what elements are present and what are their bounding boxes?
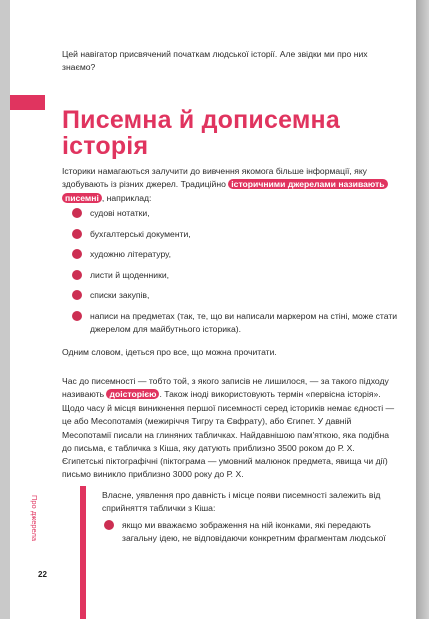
list-item: [72, 228, 402, 241]
list-item: [72, 207, 402, 220]
bullet-dot-icon: [72, 290, 82, 300]
page-number: 22: [38, 570, 47, 579]
list-item: [104, 519, 404, 546]
list-item: [72, 289, 402, 302]
paragraph-prehistory: [62, 375, 397, 402]
bullet-dot-icon: [72, 208, 82, 218]
bullet-dot-icon: [72, 229, 82, 239]
bullet-dot-icon: [72, 249, 82, 259]
list-item-text: написи на предметах (так, те, що ви написали маркером на стіні, може стати джерелом для майбутнього історика).: [90, 310, 398, 334]
paragraph-sources: [62, 165, 397, 205]
list-item-text: художню літературу,: [90, 249, 171, 260]
bullet-dot-icon: [72, 311, 82, 321]
list-item-text: якщо ми вважаємо зображення на ній іконками, які передають загальну ідею, не відповідаючи конкретним фрагментам людської: [122, 520, 386, 544]
quote-text: Власне, уявлення про давність і місце появи писемності залежить від сприйняття таблички з Кіша:: [102, 490, 381, 514]
title-accent-bar: [10, 95, 45, 110]
section-title: Писемна й дописемна історія: [62, 105, 340, 160]
paragraph-origin-of-writing: Щодо часу й місця виникнення першої писемності серед істориків немає єдності — це або Месопотамія (межиріччя Тигру та Євфрату), або Єгипет. У давній Месопотамії писали на глиняних табличках. Найдавнішою пам'яткою, яка подібна до письма, є табличка з Кіша, яку датують приблизно 3500 роком до Р. Х. Єгипетські піктографічні (піктограма — умовний малюнок предмета, явища чи дії) письмо виникло приблизно 3000 року до Р. Х.: [62, 403, 395, 480]
quote-list: [104, 519, 404, 546]
list-item: [72, 248, 402, 261]
sources-list: [72, 207, 402, 344]
highlight-prehistory: доісторією: [106, 389, 159, 399]
para3-text-start: Час до писемності — тобто той, з якого записів не лишилося, — за такого підходу називають: [62, 376, 389, 400]
bullet-dot-icon: [104, 520, 114, 530]
list-item-text: листи й щоденники,: [90, 269, 170, 280]
paragraph-summary: Одним словом, ідеться про все, що можна прочитати.: [62, 347, 277, 357]
list-item-text: бухгалтерські документи,: [90, 228, 191, 239]
list-item: [72, 269, 402, 282]
page-edge-shadow: [416, 0, 429, 619]
bullet-dot-icon: [72, 270, 82, 280]
intro-text: Цей навігатор присвячений початкам людської історії. Але звідки ми про них знаємо?: [62, 49, 368, 73]
book-page: [10, 0, 416, 619]
list-item-text: судові нотатки,: [90, 208, 150, 218]
para3-text-end: . Також іноді використовують термін «первісна історія».: [159, 389, 381, 400]
para1-text-start: Історики намагаються залучити до вивчення якомога більше інформації, яку здобувають із різних джерел. Традиційно: [62, 166, 367, 190]
quote-accent-bar: [80, 486, 86, 619]
para1-text-end: , наприклад:: [101, 192, 152, 203]
side-section-label: Про джерела: [30, 495, 39, 542]
list-item: [72, 310, 402, 336]
highlight-historical-sources: історичними джерелами називають: [228, 179, 387, 189]
highlight-written: писемні: [62, 193, 102, 203]
list-item-text: списки закупів,: [90, 290, 150, 301]
